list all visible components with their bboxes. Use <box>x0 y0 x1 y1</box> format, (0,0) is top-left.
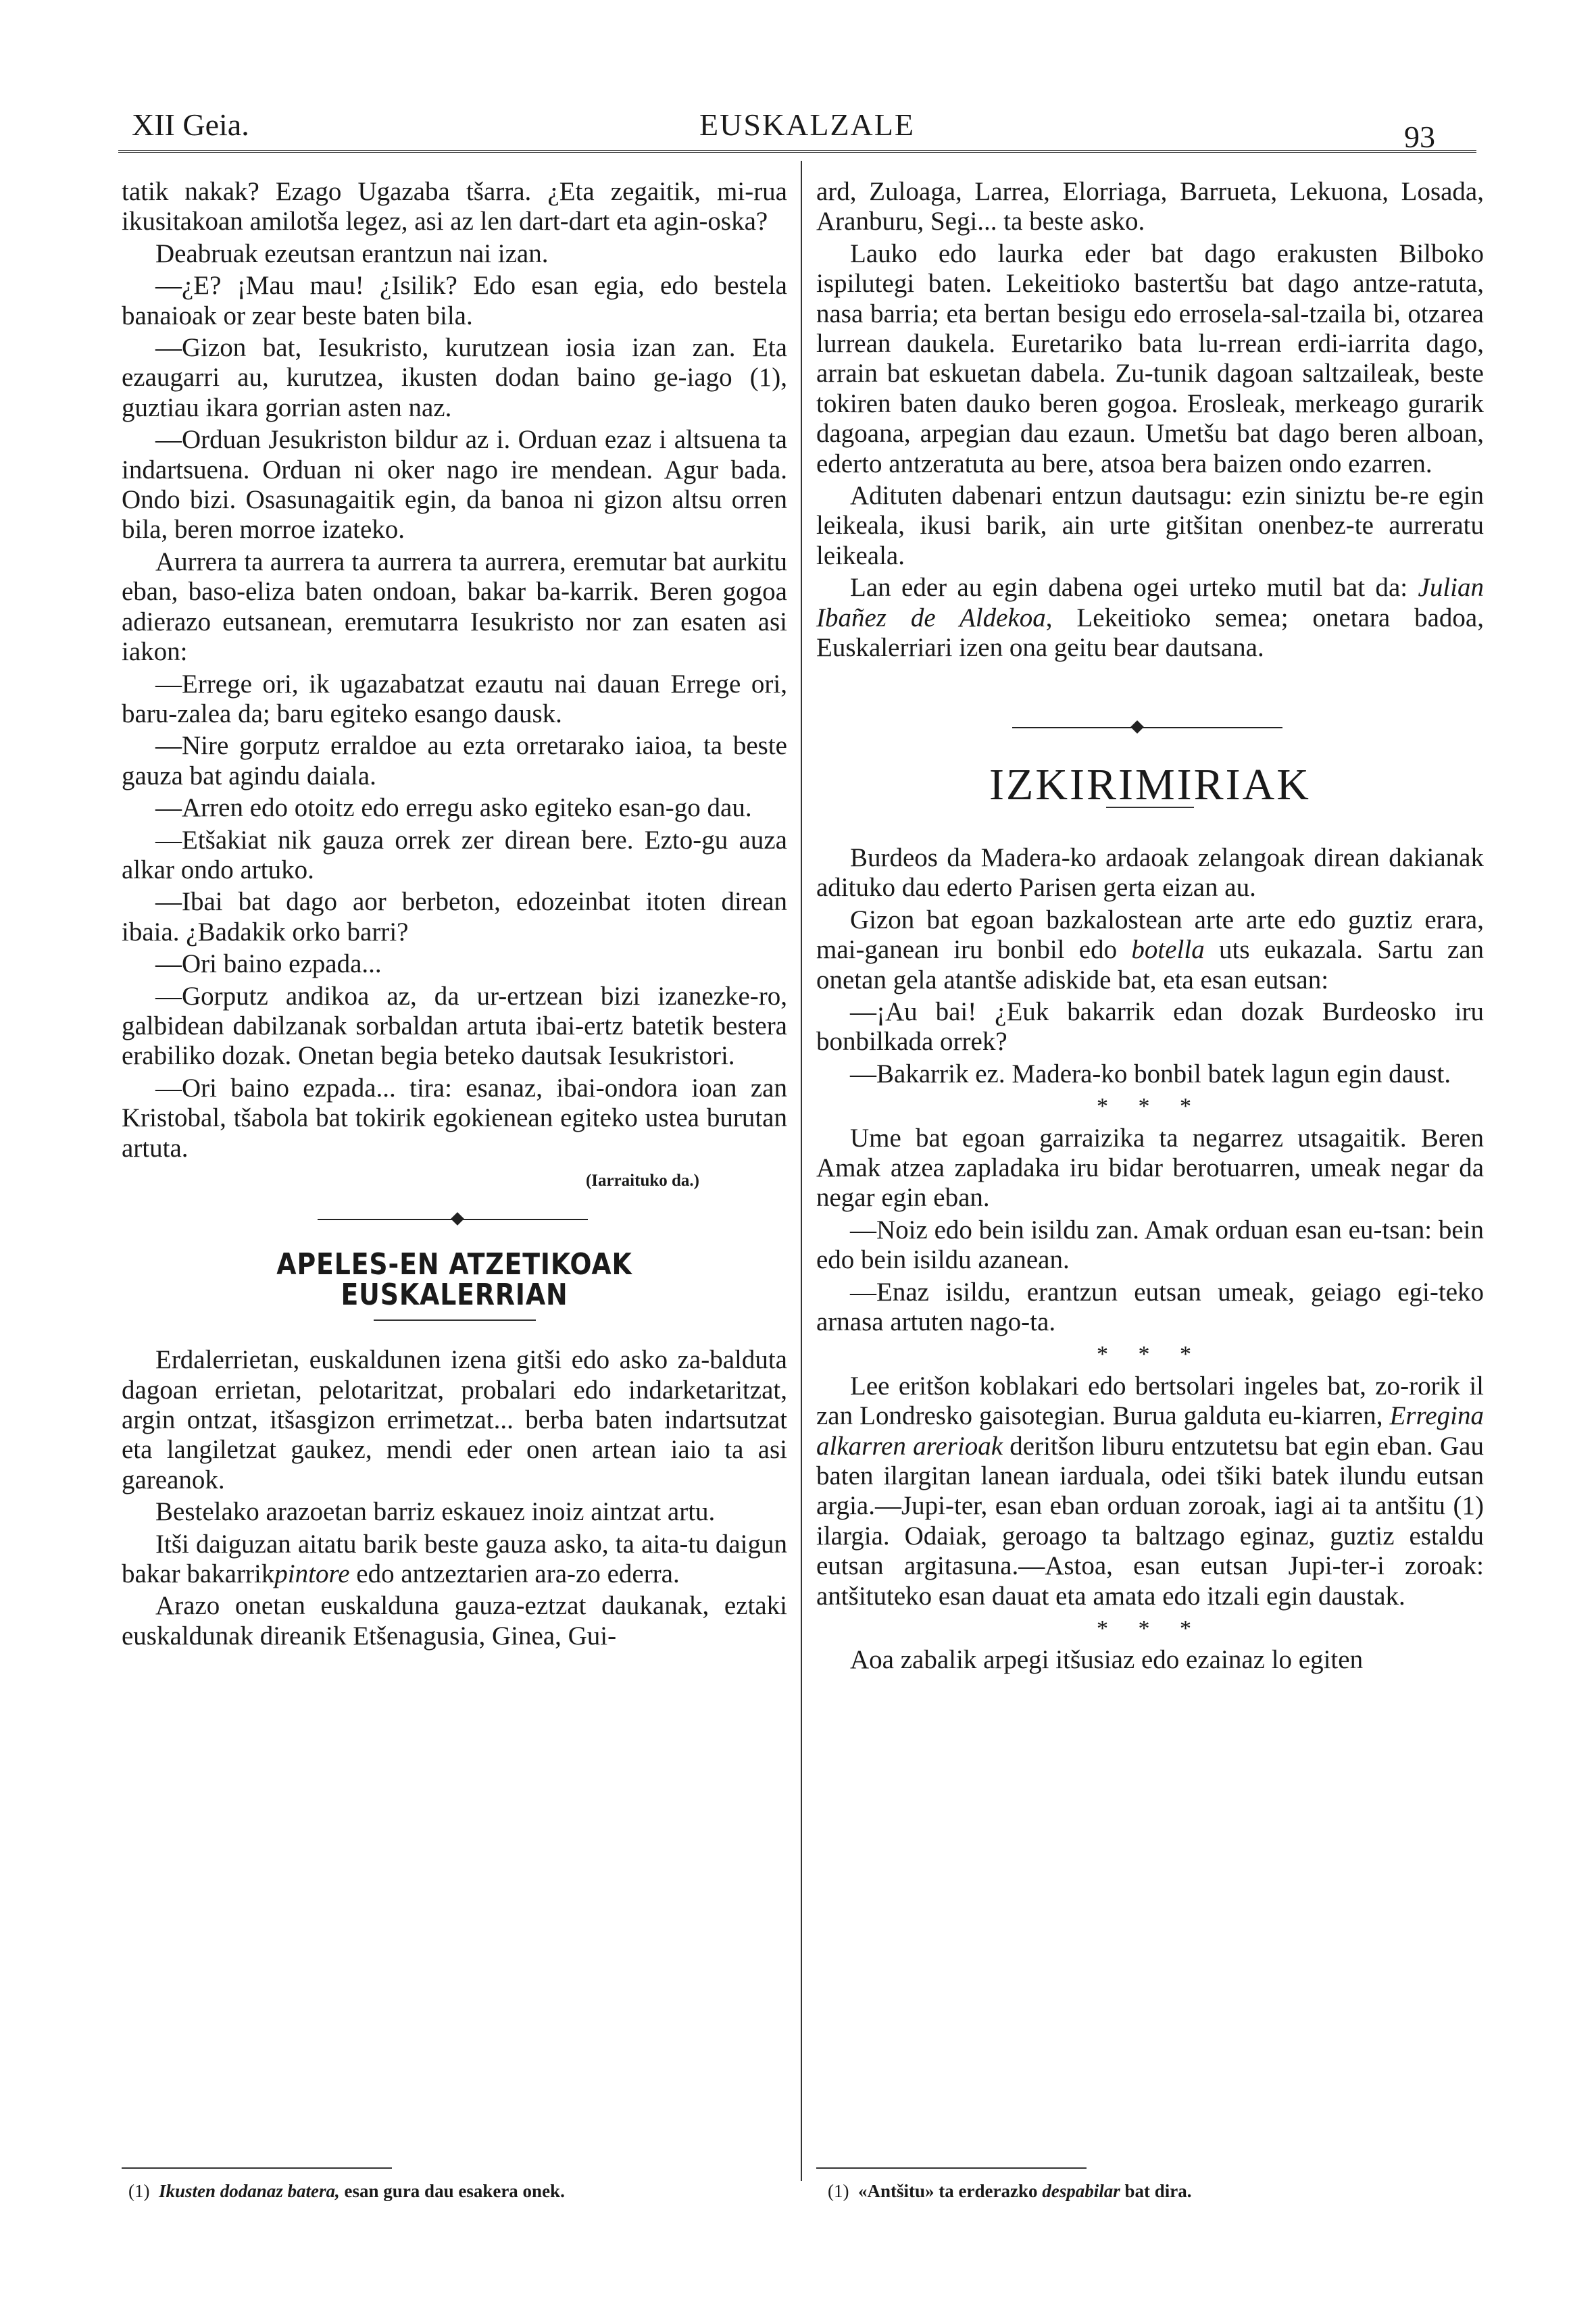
left-column <box>122 177 787 1651</box>
ornament-diamond <box>1130 720 1144 734</box>
text-run: deritšon liburu entzutetsu bat egin eban. Gau baten ilargitan lanean iarduala, odei tšiki batek ilundu eutsan argia.—Jupi-ter, esan eban orduan zoroak, iagi ai ta antšitu (1) ilargia. Odaiak, geroago ta baltzago eginaz, guztiz estaldu eutsan argitasuna.—Astoa, esan eutsan Jupi-ter-i zoroak: antšituteko esan dauat eta amata edo itzali egin daustak. <box>816 1431 1484 1611</box>
text-run: Lee eritšon koblakari edo bertsolari ingeles bat, zo-rorik il zan Londresko gaisotegian. Burua galduta eu-kiarren, <box>816 1371 1484 1431</box>
continued-credit: (Iarraituko da.) <box>585 1172 699 1190</box>
section-ornament <box>122 1196 787 1243</box>
footnote-number: (1) <box>828 2181 849 2201</box>
paragraph: Arazo onetan euskalduna gauza-eztzat daukanak, eztaki euskaldunak direanik Etšenagusia, Ginea, Gui- <box>122 1591 787 1651</box>
page-number: 93 <box>1404 120 1435 154</box>
footnote-italic: despabilar <box>1042 2181 1120 2201</box>
paragraph: Ume bat egoan garraizika ta negarrez utsagaitik. Beren Amak atzea zapladaka iru bidar berotuarren, umeak negar da negar egin eban. <box>816 1123 1484 1213</box>
footnote-number: (1) <box>128 2181 150 2201</box>
italic-title: Erregina alkarren arerioak <box>816 1401 1484 1461</box>
section-stars: * * * <box>1097 1094 1203 1120</box>
paragraph: —Errege ori, ik ugazabatzat ezautu nai dauan Errege ori, baru-zalea da; baru egiteko esango dausk. <box>122 669 787 728</box>
paragraph: —Orduan Jesukriston bildur az i. Orduan ezaz i altsuena ta indartsuena. Orduan ni oker nago ire mendean. Agur bada. Ondo bizi. Osasunagaitik egin, da banoa ni gizon altsu orren bila, beren morroe izateko. <box>122 425 787 545</box>
paragraph-with-italic <box>816 905 1484 995</box>
publication-title: EUSKALZALE <box>699 107 915 142</box>
paragraph: Deabruak ezeutsan erantzun nai izan. <box>155 238 549 268</box>
section-stars: * * * <box>1097 1342 1203 1367</box>
column-divider <box>801 161 802 2181</box>
footnote-rule <box>122 2167 392 2169</box>
footnote-italic: Ikusten dodanaz batera, <box>158 2181 340 2201</box>
text-run: , Lekeitioko semea; onetara badoa, Euskalerriari izen ona geitu bear dautsana. <box>816 603 1484 663</box>
paragraph: Erdalerrietan, euskaldunen izena gitši edo asko za-balduta dagoan errietan, pelotaritzat, probalari edo indarketaritzat, argin ontzat, itšasgizon errimetzat... berba baten indartsutzat eta langiletzat gaukez, mendi eder onen artean iaio ta asi gareanok. <box>122 1345 787 1494</box>
paragraph: —Etšakiat nik gauza orrek zer direan bere. Ezto-gu auza alkar ondo artuko. <box>122 825 787 884</box>
italic-word: pintore <box>274 1559 350 1589</box>
footnote-right <box>828 2180 1192 2203</box>
text-run: Itši daiguzan aitatu barik beste gauza asko, ta aita-tu daigun bakar bakarrik <box>122 1529 787 1589</box>
paragraph: Lauko edo laurka eder bat dago erakusten Bilboko ispilutegi baten. Lekeitioko bastertšu bat dago antze-ratuta, nasa barria; eta bertan besigu edo errosela-sal-tzaila bi, otzarea lurrean daukela. Euretariko bata lu-rrean erdi-iarrita dago, arrain bat eskuetan dabela. Zu-tunik dagoan saltzaileak, beste tokiren baten dauko beren gogoa. Erosleak, merkeago gurarik dagoana, arpegian dau ezaun. Umetšu bat dago beren alboan, ederto antzeratuta au bere, atsoa bera baizen ondo ezarren. <box>816 238 1484 478</box>
paragraph: tatik nakak? Ezago Ugazaba tšarra. ¿Eta zegaitik, mi-rua ikusitakoan amilotša legez, asi az len dart-dart eta agin-oska? <box>122 177 787 236</box>
right-column <box>816 177 1484 1676</box>
footnote-text: bat dira. <box>1120 2181 1192 2201</box>
paragraph: —Noiz edo bein isildu zan. Amak orduan esan eu-tsan: bein edo bein isildu azanean. <box>816 1215 1484 1275</box>
issue-label: XII Geia. <box>132 107 249 142</box>
ornament-line <box>1012 727 1282 728</box>
paragraph-with-italic <box>816 1372 1484 1611</box>
section-title-izkirimiriak: IZKIRIMIRIAK <box>989 759 1311 809</box>
paragraph: —Arren edo otoitz edo erregu asko egiteko esan-go dau. <box>155 793 752 823</box>
paragraph: —¿E? ¡Mau mau! ¿Isilik? Edo esan egia, edo bestela banaioak or zear beste baten bila. <box>122 271 787 330</box>
page-header <box>0 101 1596 154</box>
paragraph: —¡Au bai! ¿Euk bakarrik edan dozak Burdeosko iru bonbilkada orrek? <box>816 997 1484 1057</box>
text-run: Lan eder au egin dabena ogei urteko mutil bat da: <box>850 573 1418 603</box>
paragraph: —Ibai bat dago aor berbeton, edozeinbat itoten direan ibaia. ¿Badakik orko barri? <box>122 887 787 947</box>
footnote-quoted: «Antšitu» <box>857 2181 934 2201</box>
section-title-apeles: APELES-EN ATZETIKOAK EUSKALERRIAN <box>276 1247 632 1312</box>
footnote-text: esan gura dau esakera onek. <box>339 2181 565 2201</box>
footnote-text: ta erderazko <box>934 2181 1043 2201</box>
paragraph: Adituten dabenari entzun dautsagu: ezin siniztu be-re egin leikeala, ikusi barik, ain urte gitšitan onenbez-te aurreratu leikeala. <box>816 481 1484 570</box>
header-rule <box>118 150 1476 153</box>
paragraph: Burdeos da Madera-ko ardaoak zelangoak direan dakianak adituko dau ederto Parisen gerta eizan au. <box>816 842 1484 903</box>
paragraph: —Enaz isildu, erantzun eutsan umeak, geiago egi-teko arnasa artuten nago-ta. <box>816 1277 1484 1336</box>
paragraph: —Ori baino ezpada... tira: esanaz, ibai-ondora ioan zan Kristobal, tšabola bat tokirik egokienean egiteko ustea burutan artuta. <box>122 1073 787 1163</box>
title-rule <box>374 1319 536 1321</box>
paragraph-with-italic <box>122 1530 787 1590</box>
paragraph: —Gizon bat, Iesukristo, kurutzean iosia izan zan. Eta ezaugarri au, kurutzea, ikusten dodan baino ge-iago (1), guztiau ikara gorrian asten naz. <box>122 333 787 422</box>
text-run: edo antzeztarien ara-zo ederra. <box>349 1559 680 1589</box>
text-run: Gizon bat egoan bazkalostean arte arte edo guztiz erara, mai-ganean iru bonbil edo <box>816 905 1484 965</box>
paragraph: —Ori baino ezpada... <box>155 949 382 979</box>
paragraph: ard, Zuloaga, Larrea, Elorriaga, Barrueta, Lekuona, Losada, Aranburu, Segi... ta beste asko. <box>816 177 1484 236</box>
footnote-rule <box>816 2167 1087 2169</box>
italic-name: Julian Ibañez de Aldekoa <box>816 573 1484 632</box>
paragraph: Bestelako arazoetan barriz eskauez inoiz aintzat artu. <box>155 1497 716 1527</box>
paragraph: Aurrera ta aurrera ta aurrera ta aurrera, eremutar bat aurkitu eban, baso-eliza baten ondoan, bakar ba-karrik. Beren gogoa adierazo eutsanean, eremutarra Iesukristo nor zan esaten asi iakon: <box>122 547 787 667</box>
footnote-left <box>128 2180 565 2203</box>
italic-word: botella <box>1131 935 1205 965</box>
paragraph: —Nire gorputz erraldoe au ezta orretarako iaioa, ta beste gauza bat agindu daiala. <box>122 731 787 790</box>
paragraph: Aoa zabalik arpegi itšusiaz edo ezainaz lo egiten <box>850 1645 1364 1675</box>
paragraph: —Bakarrik ez. Madera-ko bonbil batek lagun egin daust. <box>850 1059 1451 1088</box>
section-stars: * * * <box>1097 1616 1203 1642</box>
ornament-diamond <box>451 1213 464 1226</box>
paragraph: —Gorputz andikoa az, da ur-ertzean bizi izanezke-ro, galbidean dabilzanak sorbaldan artuta ibai-ertz batetik bestera erabiliko dozak. Onetan begia beteko dautsak Iesukristori. <box>122 981 787 1071</box>
section-ornament <box>816 704 1484 751</box>
text-run: uts eukazala. Sartu zan onetan gela atantše adiskide bat, eta esan eutsan: <box>816 935 1484 995</box>
paragraph-with-italic <box>816 573 1484 663</box>
